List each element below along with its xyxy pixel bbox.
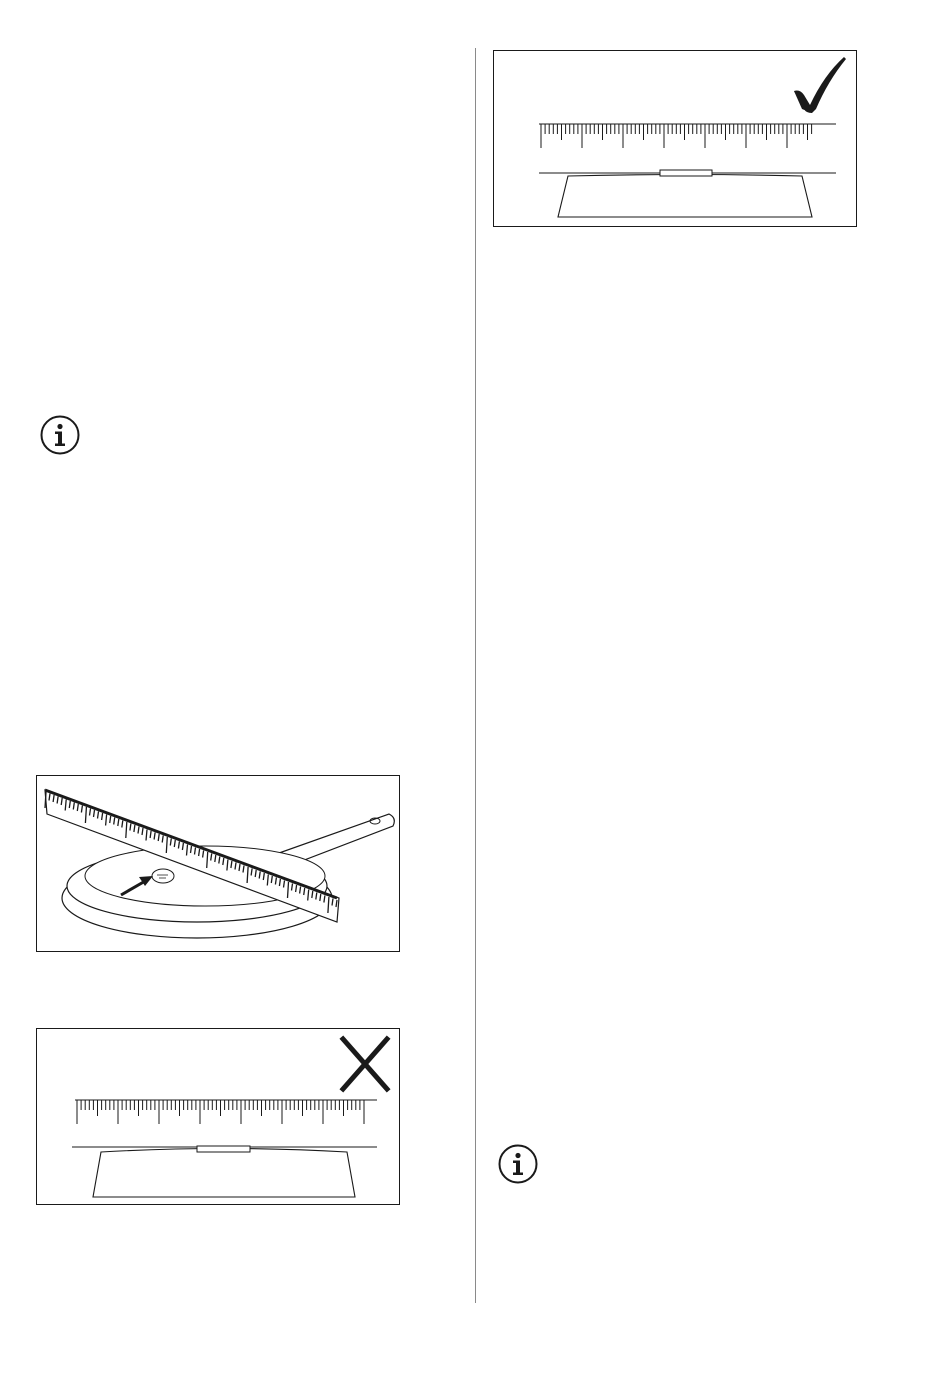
ruler-scale (539, 124, 836, 148)
cross-icon (343, 1039, 387, 1089)
info-icon (40, 415, 80, 455)
pan-profile (72, 1146, 377, 1197)
checkmark-icon (794, 57, 846, 113)
column-divider (475, 48, 476, 1303)
pan-flatness-figure (36, 775, 400, 952)
pan-base-correct-figure (493, 50, 857, 227)
pan-base-incorrect-figure (36, 1028, 400, 1205)
ruler-scale (75, 1100, 377, 1124)
pan-with-ruler-icon (45, 790, 394, 938)
info-icon (498, 1144, 538, 1184)
pan-profile (539, 170, 836, 217)
